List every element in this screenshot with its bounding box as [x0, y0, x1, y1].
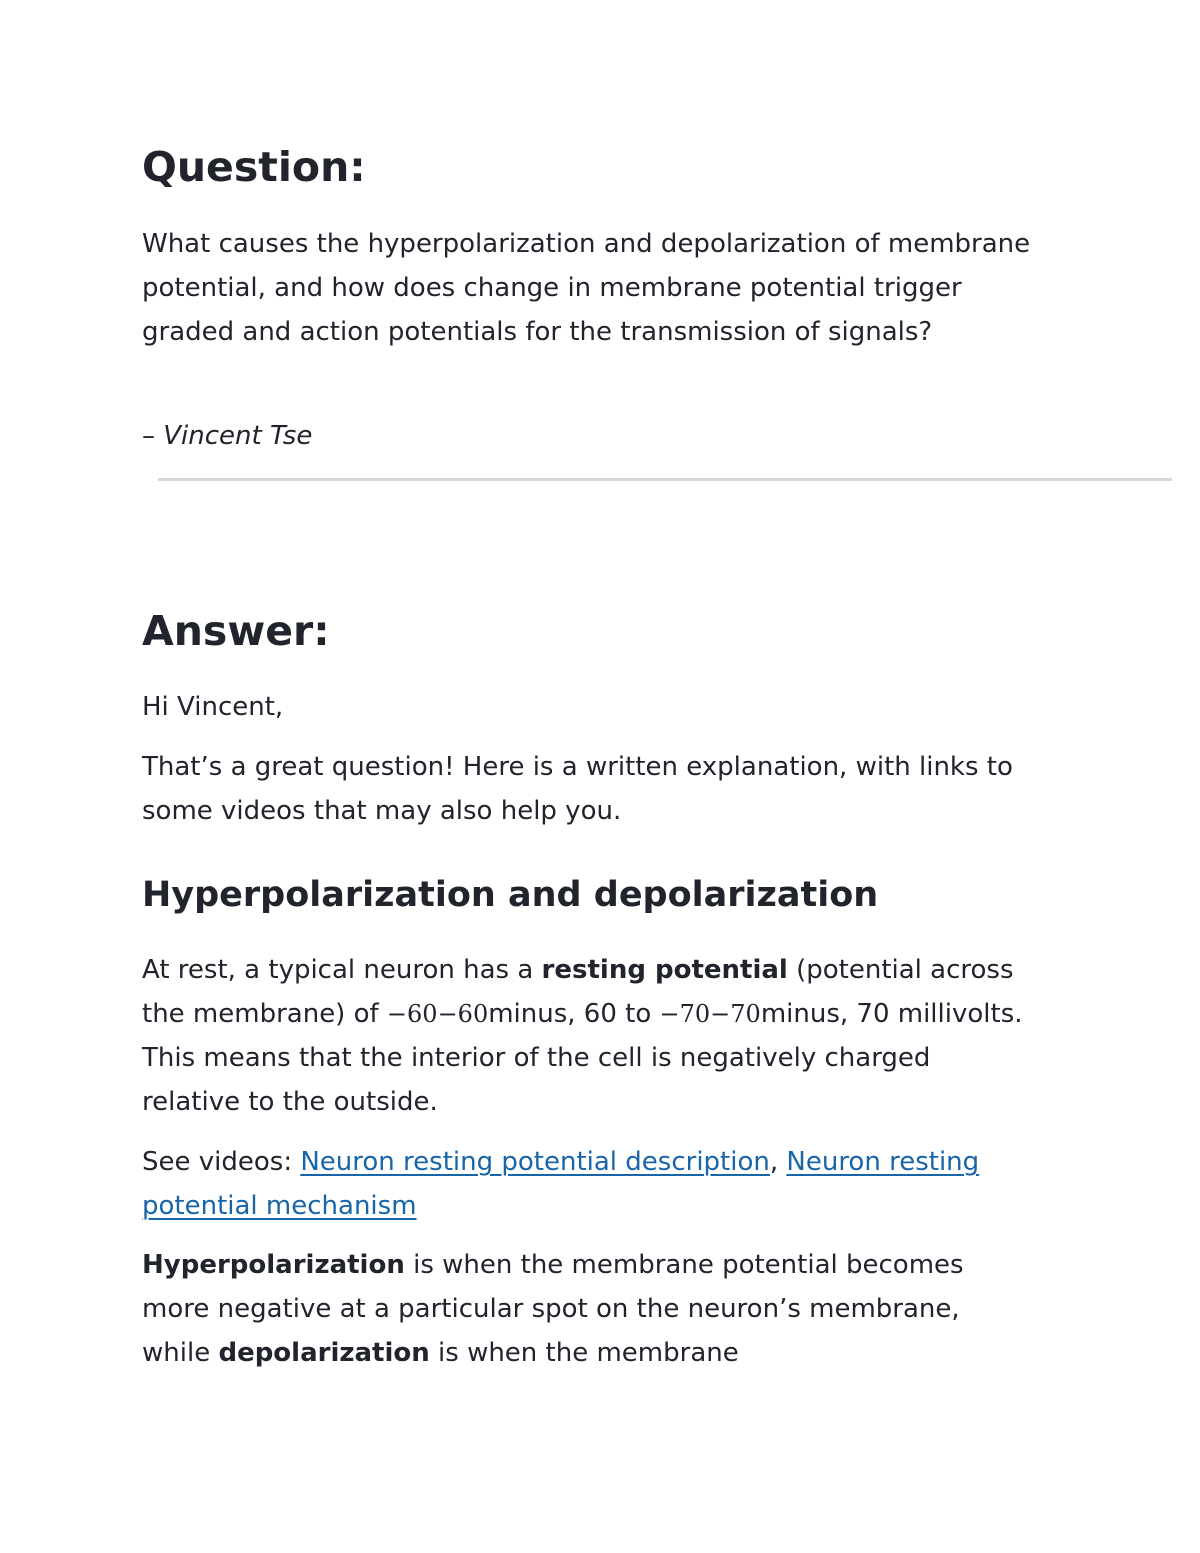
link-resting-potential-mechanism[interactable]: Neuron resting potential mechanism [142, 1147, 980, 1221]
depolarization-term: depolarization [218, 1338, 430, 1368]
section-divider [158, 478, 1172, 481]
videos-prefix: See videos: [142, 1147, 301, 1177]
videos-separator: , [769, 1147, 787, 1177]
videos-paragraph [142, 1140, 1032, 1228]
link-resting-potential-description[interactable]: Neuron resting potential description [300, 1147, 770, 1177]
math-minus-70: −70−70 [659, 1000, 761, 1028]
answer-greeting: Hi Vincent, [142, 692, 284, 722]
question-text: What causes the hyperpolarization and depolarization of membrane potential, and how does change in membrane potential trigger graded and action potentials for the transmission of signals? [142, 229, 1031, 347]
resting-potential-term: resting potential [541, 955, 788, 985]
hyperpolarization-paragraph [142, 1243, 1032, 1375]
resting-mid: (potential across the membrane) of [142, 955, 1014, 1029]
resting-text-2: minus, 70 millivolts. This means that the interior of the cell is negatively charged relative to the outside. [142, 999, 1023, 1117]
question-author: – Vincent Tse [142, 421, 313, 451]
math-minus-60: −60−60 [386, 1000, 489, 1028]
resting-text-1: minus, 60 to [488, 999, 660, 1029]
hyper-text-1: is when the membrane potential becomes more negative at a particular spot on the neuron’s membrane, while [142, 1250, 964, 1368]
answer-heading: Answer: [142, 607, 330, 655]
hyperpolarization-term: Hyperpolarization [142, 1250, 405, 1280]
answer-intro: That’s a great question! Here is a written explanation, with links to some videos that may also help you. [142, 752, 1013, 826]
question-heading: Question: [142, 143, 366, 191]
resting-potential-paragraph [142, 948, 1032, 1124]
section-heading: Hyperpolarization and depolarization [142, 875, 879, 915]
hyper-text-2: is when the membrane [429, 1338, 739, 1368]
resting-prefix: At rest, a typical neuron has a [142, 955, 542, 985]
